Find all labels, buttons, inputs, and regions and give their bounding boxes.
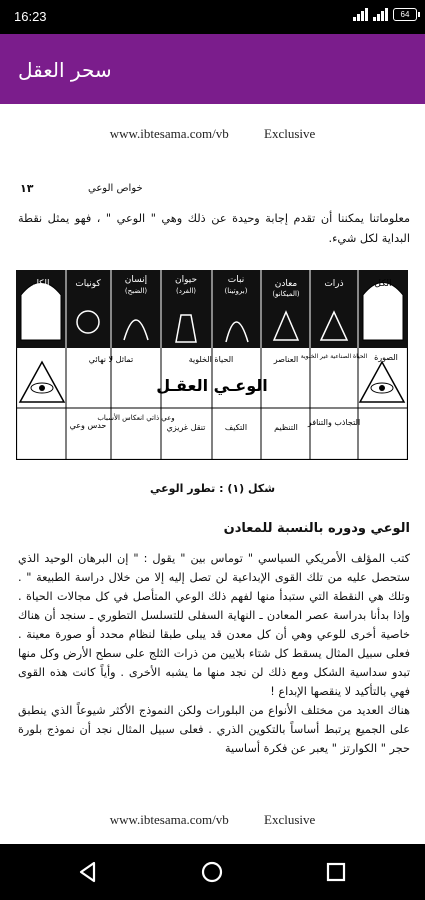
consciousness-evolution-figure (16, 270, 408, 460)
body-paragraph: هناك العديد من مختلف الأنواع من البلورات ولكن النموذج الأكثر شيوعاً الذي ينطبق على الجميع يرتبط أساساً بالتكوين الذري . فعلى سبيل المثال نجد أن نموذج بلورة حجر " الكوارتز " يعبر عن فكرة أساسية (18, 704, 410, 755)
fig-sub-label: (الفرد) (175, 287, 197, 295)
status-bar (0, 0, 425, 34)
fig-row-label: الحياة الخلوية (188, 355, 234, 364)
status-icons (353, 8, 417, 21)
fig-row-label: تماثل لا نهائي (88, 355, 134, 364)
recent-apps-icon[interactable] (322, 858, 350, 886)
status-time: 16:23 (14, 9, 47, 24)
section-title: الوعي ودوره بالنسبة للمعادن (223, 521, 410, 536)
fig-top-label: حيوان (174, 275, 198, 285)
website-url: www.ibtesama.com/vb (109, 126, 229, 141)
fig-top-label: كونيات (75, 279, 101, 289)
app-title: سحر العقل (18, 58, 112, 82)
fig-bottom-label: التنظيم (274, 423, 298, 432)
back-icon[interactable] (74, 858, 102, 886)
exclusive-label: Exclusive (264, 126, 316, 141)
running-header (20, 182, 410, 198)
page-number: ١٣ (20, 182, 34, 195)
fig-bottom-label: وعي ذاتي انعكاس الأسباب (97, 414, 175, 422)
fig-sub-label: (الضبح) (124, 287, 148, 295)
exclusive-label: Exclusive (264, 812, 316, 827)
fig-bottom-label: تنقل غريزي (166, 423, 206, 432)
cell-signal-2-icon (373, 8, 388, 21)
home-icon[interactable] (198, 858, 226, 886)
fig-sub-label: (الميكانو) (272, 290, 300, 298)
fig-top-label: معادن (274, 279, 298, 289)
navigation-bar (0, 844, 425, 900)
fig-top-label: نبات (227, 275, 245, 285)
chapter-title: خواص الوعي (88, 183, 143, 194)
fig-top-label: الكل (32, 279, 50, 289)
fig-center-label: الوعـي العقـل (156, 376, 268, 395)
battery-icon (393, 8, 417, 21)
body-paragraph: كتب المؤلف الأمريكي السياسي " توماس بين " يقول : " إن البرهان الوحيد الذي ستحصل عليه من تلك القوى الإبداعية لن تصل إليه إلا من خلال دراسة الطبيعة " . وتلك هي النقطة التي ستبدأ منها لفهم ذلك الوعي المتأصل في كل مجالات الحياة . وإذا بدأنا بدراسة عصر المعادن ـ النهاية السفلى للتسلسل التطوري ـ سنجد أن هناك خاصية أخرى للوعي وهي أن كل معدن قد يبلى طبقا لنظام محدد أو صورة معينة . فعلى سبيل المثال يسقط كل شتاء بلايين من ذرات الثلج على سطح الأرض وكل منها تبدو سداسية الشكل ومع ذلك لن نجد منها ما يشبه الأخرى . وأياً كانت هذه القوى فهي بالتأكيد لا ينقصها الإبداع ! (18, 552, 410, 698)
figure-caption: شكل (١) : تطور الوعي (149, 482, 276, 495)
website-url: www.ibtesama.com/vb (109, 812, 229, 827)
page-footer-watermark (0, 812, 425, 828)
fig-bottom-label: التجاذب والتنافر (307, 418, 361, 427)
fig-row-label: الصورة (374, 353, 398, 362)
fig-bottom-label: حدس وعي (69, 421, 107, 430)
app-bar (0, 34, 425, 104)
page-header-watermark (0, 126, 425, 142)
fig-top-label: إنسان (124, 275, 148, 285)
fig-top-label: الكل (374, 279, 392, 289)
cell-signal-icon (353, 8, 368, 21)
fig-sub-label: (بروتينا) (224, 287, 248, 295)
intro-paragraph: معلوماتنا يمكننا أن تقدم إجابة وحيدة عن ذلك وهي " الوعي " ، فهو يمثل نقطة البداية لكل شيء. (18, 212, 410, 245)
fig-row-label: العناصر (273, 355, 299, 364)
fig-top-label: ذرات (324, 279, 344, 289)
fig-row-label: الحياة الصناعية غير الخلوية (300, 353, 368, 360)
book-page[interactable] (0, 104, 425, 844)
battery-level: 64 (400, 10, 410, 19)
fig-bottom-label: التكيف (224, 423, 248, 432)
body-text (18, 549, 410, 758)
